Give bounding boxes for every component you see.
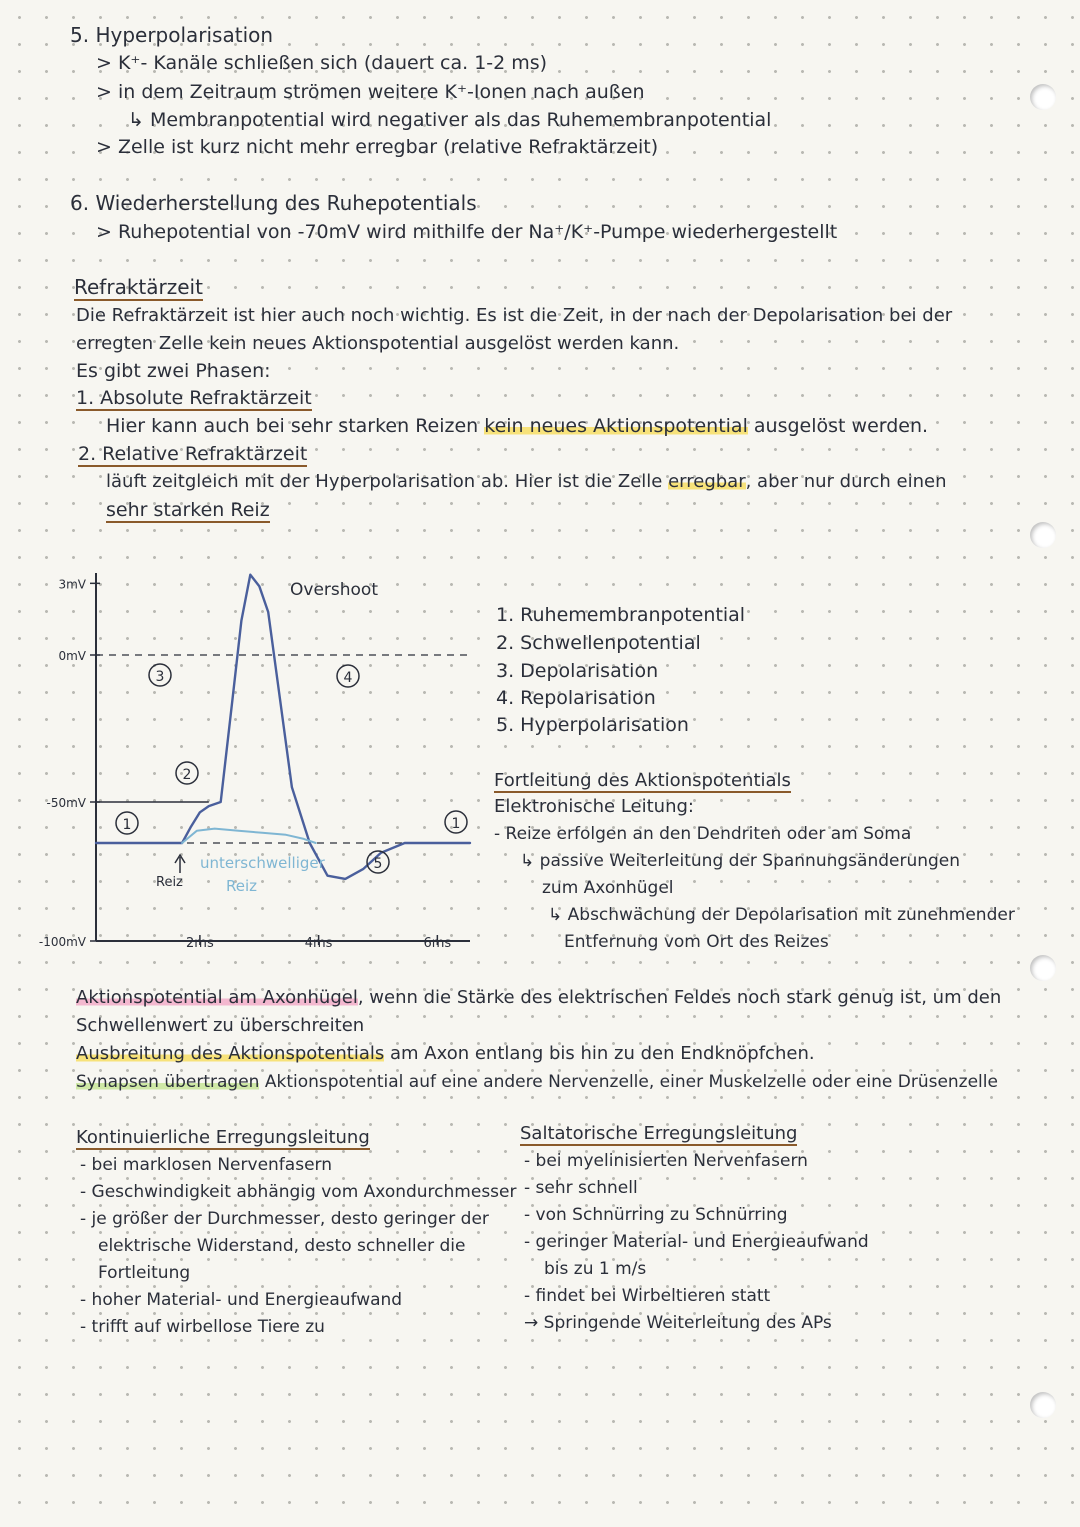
- conduction-title-text: Fortleitung des Aktionspotentials: [494, 770, 791, 791]
- refractory-title: [74, 274, 203, 300]
- y-tick-label: 3mV: [58, 577, 86, 592]
- refractory-intro-line-2: erregten Zelle kein neues Aktionspotential ausgelöst werden kann.: [76, 333, 680, 354]
- legend-item: 2. Schwellenpotential: [496, 632, 701, 654]
- marker-2-label: 2: [182, 767, 192, 783]
- legend-item: 5. Hyperpolarisation: [496, 714, 689, 736]
- conduction-line: zum Axonhügel: [542, 878, 674, 898]
- summary-line-1: [76, 985, 1001, 1011]
- legend-item: 3. Depolarisation: [496, 660, 659, 682]
- marker-1-right: [445, 811, 467, 833]
- marker-1-right-label: 1: [451, 816, 461, 832]
- subthreshold-curve: [182, 829, 316, 843]
- conduction-line: - Reize erfolgen an den Dendriten oder am Soma: [494, 824, 912, 844]
- marker-1-left-label: 1: [122, 817, 132, 833]
- refractory-phase-2-continued: [106, 497, 270, 523]
- refractory-phase-2-title: [78, 441, 307, 467]
- summary-line-3: [76, 1041, 815, 1067]
- subthreshold-label-line-2: Reiz: [226, 877, 258, 895]
- section-5-line: ↳ Membranpotential wird negativer als das Ruhemembranpotential: [128, 109, 772, 131]
- x-tick-label: 6ms: [423, 936, 452, 951]
- marker-1-left: [116, 812, 138, 834]
- marker-3-label: 3: [155, 669, 165, 685]
- subthreshold-label-line-1: unterschwelliger: [200, 854, 325, 872]
- x-tick-label: 4ms: [304, 936, 333, 951]
- summary-line-1-rest: , wenn die Stärke des elektrischen Feldes noch stark genug ist, um den: [357, 987, 1002, 1008]
- marker-4-label: 4: [343, 670, 353, 686]
- legend-item: 1. Ruhemembranpotential: [496, 604, 746, 626]
- saltatory-line: - findet bei Wirbeltieren statt: [524, 1286, 771, 1306]
- saltatory-title-text: Saltatorische Erregungsleitung: [520, 1123, 798, 1144]
- marker-3: [149, 664, 171, 686]
- stimulus-arrow-icon: [175, 855, 185, 873]
- section-5-line: > in dem Zeitraum strömen weitere K⁺-Ionen nach außen: [96, 81, 645, 103]
- refractory-phase-2-part: läuft zeitgleich mit der Hyperpolarisation ab. Hier ist die Zelle: [106, 471, 669, 492]
- continuous-line: elektrische Widerstand, desto schneller die: [98, 1236, 466, 1256]
- section-5-line: > K⁺- Kanäle schließen sich (dauert ca. 1-2 ms): [96, 52, 548, 74]
- continuous-line: - je größer der Durchmesser, desto geringer der: [80, 1209, 489, 1229]
- summary-line-4: [76, 1069, 998, 1095]
- continuous-line: Fortleitung: [98, 1263, 191, 1283]
- refractory-phase-2-part: , aber nur durch einen: [745, 471, 947, 492]
- refractory-phase-2-highlight-end: sehr starken Reiz: [106, 499, 270, 521]
- stimulus-label: Reiz: [156, 875, 183, 890]
- refractory-intro-line-1: Die Refraktärzeit ist hier auch noch wichtig. Es ist die Zeit, in der nach der Depolarisation bei der: [76, 305, 953, 326]
- marker-2: [176, 762, 198, 784]
- continuous-line: - hoher Material- und Energieaufwand: [80, 1290, 403, 1310]
- binder-hole-upper-middle: [1030, 522, 1056, 548]
- continuous-line: - trifft auf wirbellose Tiere zu: [80, 1317, 325, 1337]
- section-5-line: > Zelle ist kurz nicht mehr erregbar (relative Refraktärzeit): [96, 136, 659, 158]
- saltatory-line: - sehr schnell: [524, 1178, 638, 1198]
- refractory-phase-1-text: [106, 413, 928, 439]
- x-tick-label: 2ms: [186, 936, 214, 951]
- saltatory-line: - bei myelinisierten Nervenfasern: [524, 1151, 808, 1171]
- legend-item: 4. Repolarisation: [496, 687, 656, 709]
- refractory-phase-1-part: Hier kann auch bei sehr starken Reizen: [106, 415, 485, 437]
- conduction-line: Entfernung vom Ort des Reizes: [564, 932, 829, 952]
- saltatory-line: - geringer Material- und Energieaufwand: [524, 1232, 869, 1252]
- continuous-line: - bei marklosen Nervenfasern: [80, 1155, 332, 1175]
- refractory-phase-1-title: [76, 385, 312, 411]
- overshoot-label: Overshoot: [290, 580, 378, 600]
- saltatory-line: → Springende Weiterleitung des APs: [524, 1313, 832, 1333]
- refractory-phase-1-highlight: kein neues Aktionspotential: [484, 415, 748, 437]
- summary-highlight-propagation: Ausbreitung des Aktionspotentials: [76, 1043, 385, 1064]
- conduction-title: [494, 768, 791, 794]
- conduction-line: ↳ Abschwächung der Depolarisation mit zunehmender: [548, 905, 1015, 925]
- continuous-line: - Geschwindigkeit abhängig vom Axondurchmesser: [80, 1182, 517, 1202]
- marker-5-label: 5: [373, 856, 383, 872]
- marker-4: [337, 665, 359, 687]
- action-potential-curve: [96, 575, 470, 879]
- y-tick-label: 0mV: [58, 649, 86, 663]
- summary-highlight-axon-hillock: Aktionspotential am Axonhügel: [76, 987, 358, 1008]
- binder-hole-top: [1030, 84, 1056, 110]
- summary-line-2: Schwellenwert zu überschreiten: [76, 1015, 365, 1036]
- refractory-title-text: Refraktärzeit: [74, 275, 203, 299]
- summary-highlight-synapses: Synapsen übertragen: [76, 1072, 260, 1092]
- binder-hole-lower-middle: [1030, 955, 1056, 981]
- refractory-phase-2-highlight: erregbar: [668, 471, 746, 492]
- refractory-phases-intro: Es gibt zwei Phasen:: [76, 360, 271, 382]
- refractory-phase-1-part: ausgelöst werden.: [747, 415, 929, 437]
- conduction-subtitle: Elektronische Leitung:: [494, 796, 694, 817]
- summary-line-4-rest: Aktionspotential auf eine andere Nervenzelle, einer Muskelzelle oder eine Drüsenzelle: [259, 1072, 998, 1092]
- y-tick-label: -50mV: [46, 796, 86, 810]
- refractory-phase-2-text: [106, 469, 946, 495]
- summary-line-3-rest: am Axon entlang bis hin zu den Endknöpfchen.: [384, 1043, 815, 1064]
- section-6-line: > Ruhepotential von -70mV wird mithilfe der Na⁺/K⁺-Pumpe wiederhergestellt: [96, 221, 838, 243]
- binder-hole-bottom: [1030, 1392, 1056, 1418]
- conduction-line: ↳ passive Weiterleitung der Spannungsänderungen: [520, 851, 961, 871]
- saltatory-title: [520, 1121, 797, 1147]
- action-potential-chart: [0, 555, 480, 955]
- continuous-title-text: Kontinuierliche Erregungsleitung: [76, 1127, 370, 1148]
- saltatory-line: bis zu 1 m/s: [544, 1259, 647, 1279]
- section-6-title: 6. Wiederherstellung des Ruhepotentials: [70, 191, 477, 215]
- continuous-title: [76, 1125, 370, 1151]
- y-tick-label: -100mV: [38, 935, 86, 949]
- section-5-title: 5. Hyperpolarisation: [70, 23, 274, 47]
- refractory-phase-1-title-text: 1. Absolute Refraktärzeit: [76, 387, 312, 409]
- refractory-phase-2-title-text: 2. Relative Refraktärzeit: [78, 443, 308, 465]
- saltatory-line: - von Schnürring zu Schnürring: [524, 1205, 788, 1225]
